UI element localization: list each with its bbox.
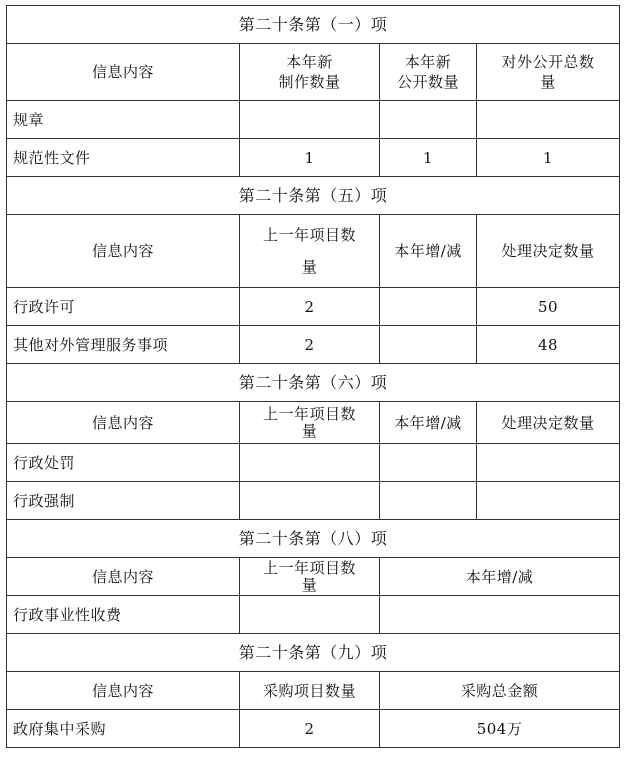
header-purchase-count: 采购项目数量 [240,672,380,710]
cell-value [477,444,620,482]
row-label: 行政强制 [7,482,240,520]
cell-value [240,101,380,139]
row-label: 规章 [7,101,240,139]
header-text: 本年新 制作数量 [278,53,341,91]
cell-value [240,482,380,520]
table-row [7,710,620,748]
cell-value [477,482,620,520]
table-row [7,326,620,364]
header-decision-count: 处理决定数量 [477,402,620,444]
header-row [7,402,620,444]
table-row [7,139,620,177]
row-label: 政府集中采购 [7,710,240,748]
cell-value [380,288,477,326]
table-row [7,101,620,139]
cell-value: 2 [240,288,380,326]
cell-value [380,326,477,364]
row-label: 规范性文件 [7,139,240,177]
cell-value [240,596,380,634]
cell-value: 1 [240,139,380,177]
section-2-title: 第二十条第（五）项 [7,177,620,215]
section-title-row [7,634,620,672]
cell-value [240,444,380,482]
header-prev-year-count [240,558,380,596]
header-change: 本年增/减 [380,215,477,288]
cell-value: 2 [240,326,380,364]
cell-value: 504万 [380,710,620,748]
header-info-content: 信息内容 [7,402,240,444]
header-change: 本年增/减 [380,558,620,596]
row-label: 行政许可 [7,288,240,326]
header-info-content: 信息内容 [7,672,240,710]
header-new-published-count [380,44,477,101]
section-1-title: 第二十条第（一）项 [7,6,620,44]
row-label: 其他对外管理服务事项 [7,326,240,364]
cell-value [380,482,477,520]
section-3-title: 第二十条第（六）项 [7,364,620,402]
header-row [7,215,620,288]
disclosure-table [6,5,620,748]
header-row [7,44,620,101]
header-purchase-total: 采购总金额 [380,672,620,710]
section-4-title: 第二十条第（八）项 [7,520,620,558]
table-row [7,288,620,326]
cell-value [380,444,477,482]
cell-value: 50 [477,288,620,326]
header-row [7,558,620,596]
header-text: 上一年项目数 量 [262,226,356,276]
header-prev-year-count [240,215,380,288]
row-label: 行政处罚 [7,444,240,482]
table-row [7,482,620,520]
header-info-content: 信息内容 [7,215,240,288]
row-label: 行政事业性收费 [7,596,240,634]
section-title-row [7,520,620,558]
table-row [7,444,620,482]
header-text: 上一年项目数 量 [262,404,356,440]
header-text: 本年新 公开数量 [396,53,459,91]
cell-value: 2 [240,710,380,748]
header-info-content: 信息内容 [7,558,240,596]
cell-value: 48 [477,326,620,364]
header-prev-year-count [240,402,380,444]
header-total-published-count [477,44,620,101]
header-new-made-count [240,44,380,101]
cell-value: 1 [477,139,620,177]
header-change: 本年增/减 [380,402,477,444]
header-info-content: 信息内容 [7,44,240,101]
section-title-row [7,364,620,402]
cell-value [380,596,620,634]
table-row [7,596,620,634]
section-title-row [7,177,620,215]
cell-value [380,101,477,139]
header-decision-count: 处理决定数量 [477,215,620,288]
cell-value: 1 [380,139,477,177]
header-text: 对外公开总数 量 [501,53,595,91]
header-text: 上一年项目数 量 [262,558,356,594]
header-row [7,672,620,710]
cell-value [477,101,620,139]
section-5-title: 第二十条第（九）项 [7,634,620,672]
section-title-row [7,6,620,44]
